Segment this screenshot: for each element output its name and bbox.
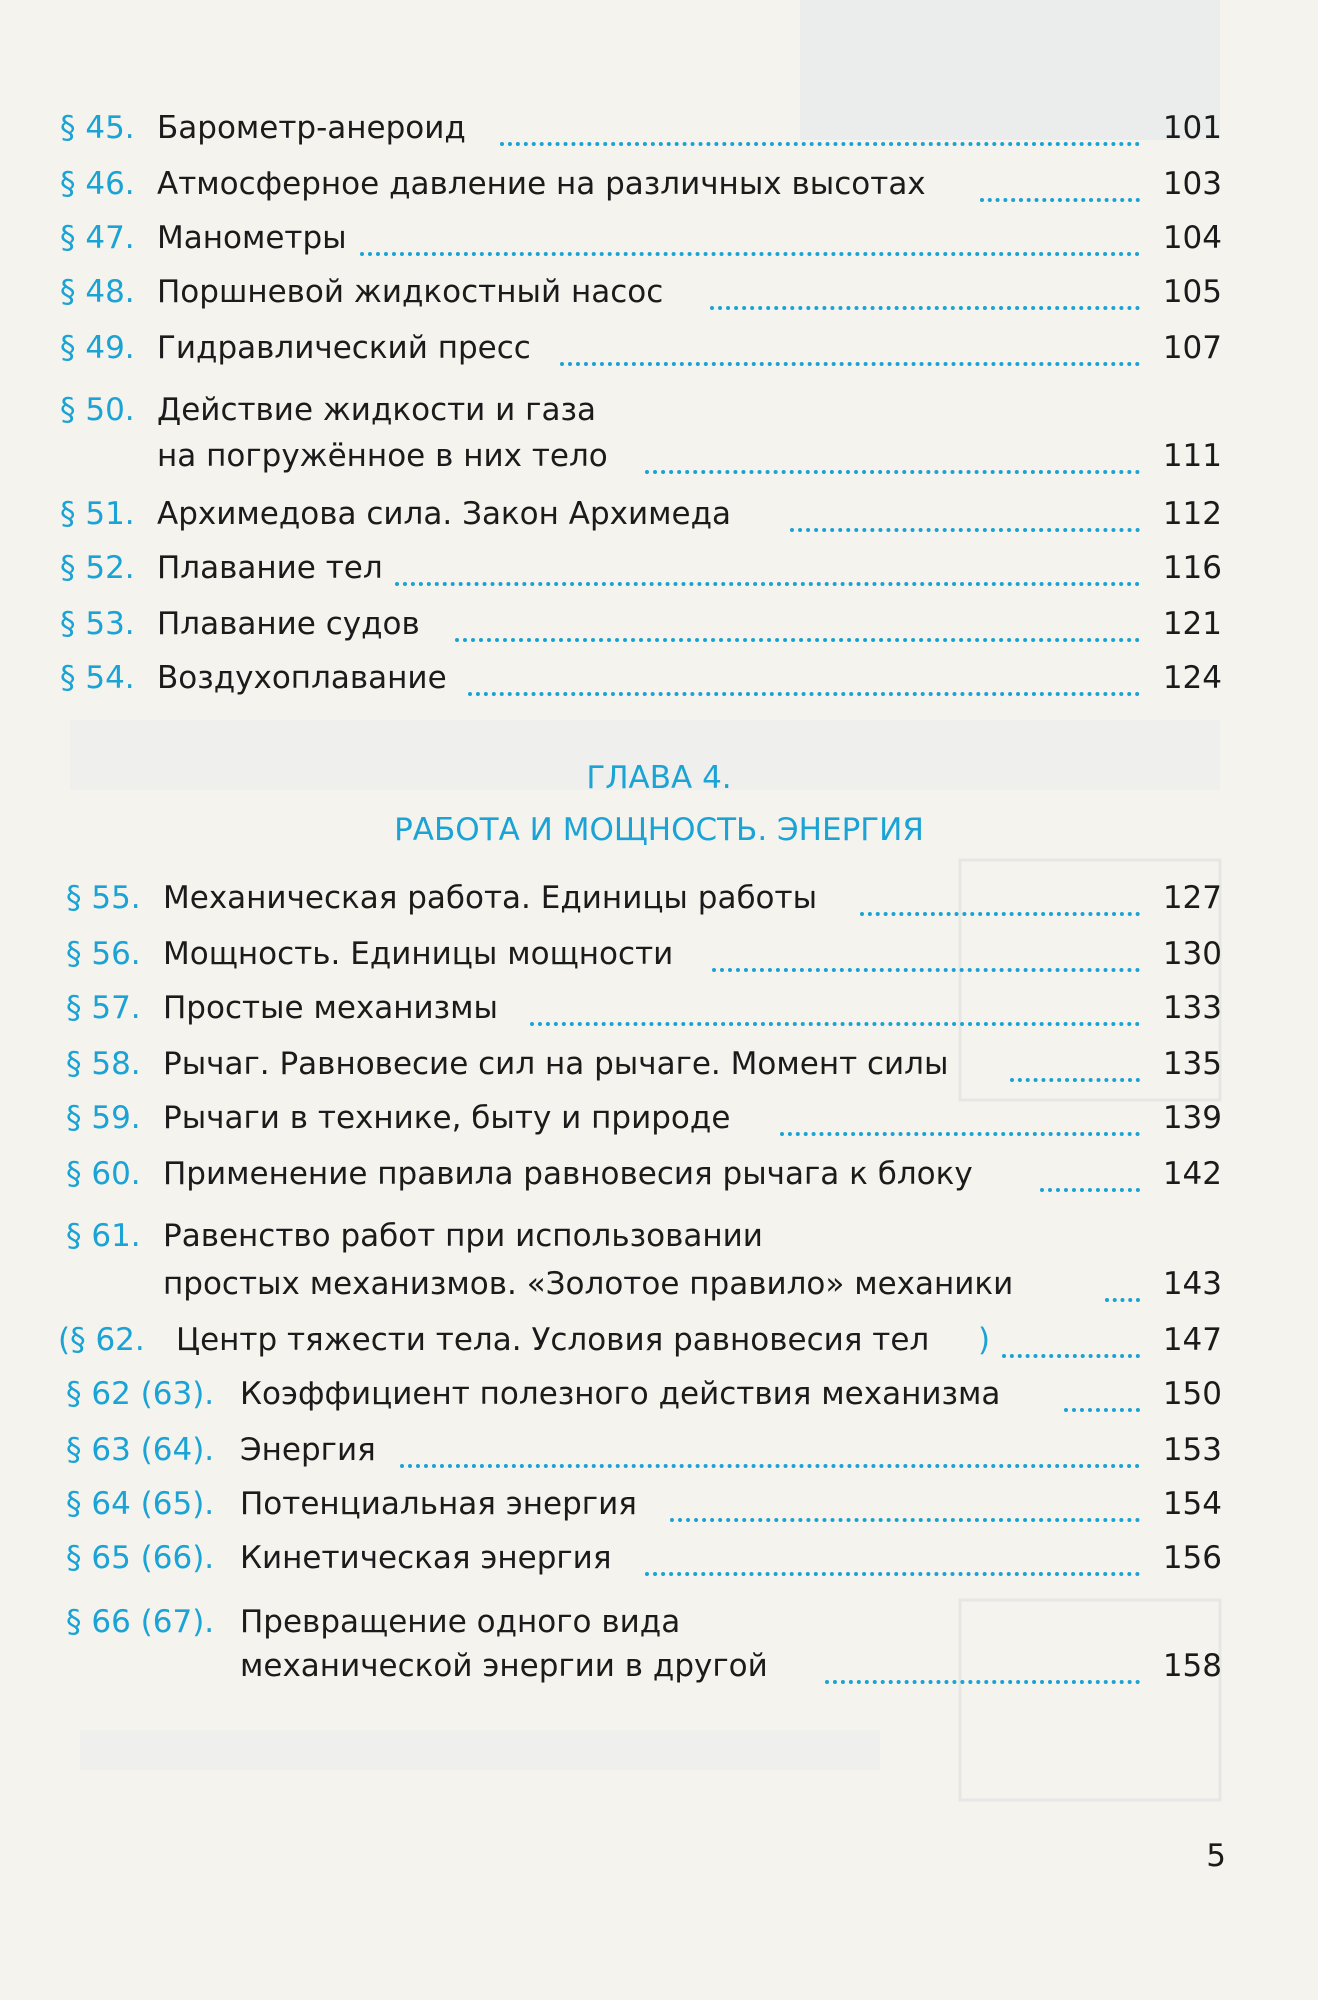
toc-row[interactable] [0, 384, 1318, 436]
page-ref: 147 [1162, 1322, 1222, 1358]
toc-row[interactable] [0, 1314, 1318, 1366]
dot-leader [712, 964, 1140, 972]
toc-row[interactable] [0, 1210, 1318, 1262]
section-number: § 55. [66, 880, 141, 916]
section-title: Коэффициент полезного действия механизма [240, 1376, 1001, 1412]
page-ref: 150 [1162, 1376, 1222, 1412]
toc-row[interactable] [0, 1038, 1318, 1090]
toc-row[interactable] [0, 872, 1318, 924]
page-number: 5 [1206, 1838, 1226, 1874]
page-ref: 135 [1162, 1046, 1222, 1082]
dot-leader [670, 1514, 1140, 1522]
dot-leader [500, 138, 1140, 146]
section-title: Простые механизмы [163, 990, 499, 1026]
chapter-title: РАБОТА И МОЩНОСТЬ. ЭНЕРГИЯ [394, 812, 924, 848]
toc-row[interactable] [0, 266, 1318, 318]
dot-leader [1064, 1404, 1140, 1412]
dot-leader [860, 908, 1140, 916]
toc-row[interactable] [0, 598, 1318, 650]
section-number: § 48. [60, 274, 135, 310]
toc-row[interactable] [0, 102, 1318, 154]
dot-leader [825, 1676, 1140, 1684]
section-title: Центр тяжести тела. Условия равновесия тел [176, 1322, 930, 1358]
section-number: § 60. [66, 1156, 141, 1192]
section-number: § 46. [60, 166, 135, 202]
toc-row[interactable] [0, 1368, 1318, 1420]
dot-leader [645, 466, 1140, 474]
page-ref: 121 [1162, 606, 1222, 642]
section-number: § 58. [66, 1046, 141, 1082]
section-title: Равенство работ при использовании [163, 1218, 763, 1254]
dot-leader [790, 524, 1140, 532]
section-number: § 49. [60, 330, 135, 366]
section-number: § 45. [60, 110, 135, 146]
page-ref: 124 [1162, 660, 1222, 696]
toc-row[interactable] [0, 1092, 1318, 1144]
section-title: Применение правила равновесия рычага к блоку [163, 1156, 973, 1192]
page-ref: 153 [1162, 1432, 1222, 1468]
dot-leader [1105, 1294, 1140, 1302]
section-number: § 65 (66). [66, 1540, 215, 1576]
chapter-label: ГЛАВА 4. [586, 760, 732, 796]
section-title: Гидравлический пресс [157, 330, 531, 366]
dot-leader [1002, 1350, 1140, 1358]
section-number: § 52. [60, 550, 135, 586]
dot-leader [360, 248, 1140, 256]
section-title: Атмосферное давление на различных высотах [157, 166, 926, 202]
page-ref: 105 [1162, 274, 1222, 310]
section-number: § 57. [66, 990, 141, 1026]
toc-row[interactable] [0, 322, 1318, 374]
section-title: Поршневой жидкостный насос [157, 274, 664, 310]
toc-row[interactable] [0, 212, 1318, 264]
section-title: Манометры [157, 220, 347, 256]
toc-row[interactable] [0, 1424, 1318, 1476]
page-ref: 127 [1162, 880, 1222, 916]
toc-row-continuation[interactable] [0, 1258, 1318, 1310]
section-title: Потенциальная энергия [240, 1486, 637, 1522]
section-title: Плавание судов [157, 606, 420, 642]
page-ref: 154 [1162, 1486, 1222, 1522]
section-number: § 62 (63). [66, 1376, 215, 1412]
section-title: Кинетическая энергия [240, 1540, 612, 1576]
bracket-close: ) [978, 1322, 991, 1358]
section-number: § 51. [60, 496, 135, 532]
page-ref: 143 [1162, 1266, 1222, 1302]
section-number: § 56. [66, 936, 141, 972]
section-title: Архимедова сила. Закон Архимеда [157, 496, 732, 532]
section-title: Плавание тел [157, 550, 383, 586]
toc-row[interactable] [0, 1148, 1318, 1200]
toc-row[interactable] [0, 652, 1318, 704]
toc-row[interactable] [0, 982, 1318, 1034]
dot-leader [1010, 1074, 1140, 1082]
section-number: § 63 (64). [66, 1432, 215, 1468]
section-title: Энергия [240, 1432, 376, 1468]
section-number: § 66 (67). [66, 1604, 215, 1640]
section-number: § 47. [60, 220, 135, 256]
toc-row[interactable] [0, 542, 1318, 594]
page-ref: 111 [1162, 438, 1222, 474]
page-ref: 156 [1162, 1540, 1222, 1576]
page-ref: 158 [1162, 1648, 1222, 1684]
section-number: (§ 62. [58, 1322, 145, 1358]
toc-row-continuation[interactable] [0, 1640, 1318, 1692]
page-ref: 101 [1162, 110, 1222, 146]
page-ref: 103 [1162, 166, 1222, 202]
page-ref: 116 [1162, 550, 1222, 586]
section-title-line2: простых механизмов. «Золотое правило» механики [163, 1266, 1014, 1302]
page-ref: 112 [1162, 496, 1222, 532]
toc-row[interactable] [0, 928, 1318, 980]
section-number: § 61. [66, 1218, 141, 1254]
section-title-line2: механической энергии в другой [240, 1648, 768, 1684]
toc-row[interactable] [0, 488, 1318, 540]
dot-leader [468, 688, 1140, 696]
dot-leader [455, 634, 1140, 642]
page-ref: 130 [1162, 936, 1222, 972]
section-title: Мощность. Единицы мощности [163, 936, 674, 972]
section-title: Рычаги в технике, быту и природе [163, 1100, 731, 1136]
dot-leader [645, 1568, 1140, 1576]
section-title: Рычаг. Равновесие сил на рычаге. Момент силы [163, 1046, 949, 1082]
section-title-line2: на погружённое в них тело [157, 438, 608, 474]
section-title: Воздухоплавание [157, 660, 447, 696]
dot-leader [560, 358, 1140, 366]
toc-row[interactable] [0, 1478, 1318, 1530]
section-number: § 64 (65). [66, 1486, 215, 1522]
dot-leader [400, 1460, 1140, 1468]
section-title: Барометр-анероид [157, 110, 466, 146]
section-number: § 53. [60, 606, 135, 642]
dot-leader [980, 194, 1140, 202]
page-ref: 107 [1162, 330, 1222, 366]
section-title: Механическая работа. Единицы работы [163, 880, 818, 916]
dot-leader [710, 302, 1140, 310]
section-title: Действие жидкости и газа [157, 392, 596, 428]
dot-leader [780, 1128, 1140, 1136]
toc-row-continuation[interactable] [0, 430, 1318, 482]
dot-leader [395, 578, 1140, 586]
dot-leader [530, 1018, 1140, 1026]
section-title: Превращение одного вида [240, 1604, 681, 1640]
page-ref: 142 [1162, 1156, 1222, 1192]
section-number: § 50. [60, 392, 135, 428]
page-ref: 133 [1162, 990, 1222, 1026]
dot-leader [1040, 1184, 1140, 1192]
page-ref: 139 [1162, 1100, 1222, 1136]
toc-row[interactable] [0, 158, 1318, 210]
section-number: § 54. [60, 660, 135, 696]
section-number: § 59. [66, 1100, 141, 1136]
toc-row[interactable] [0, 1532, 1318, 1584]
page-ref: 104 [1162, 220, 1222, 256]
